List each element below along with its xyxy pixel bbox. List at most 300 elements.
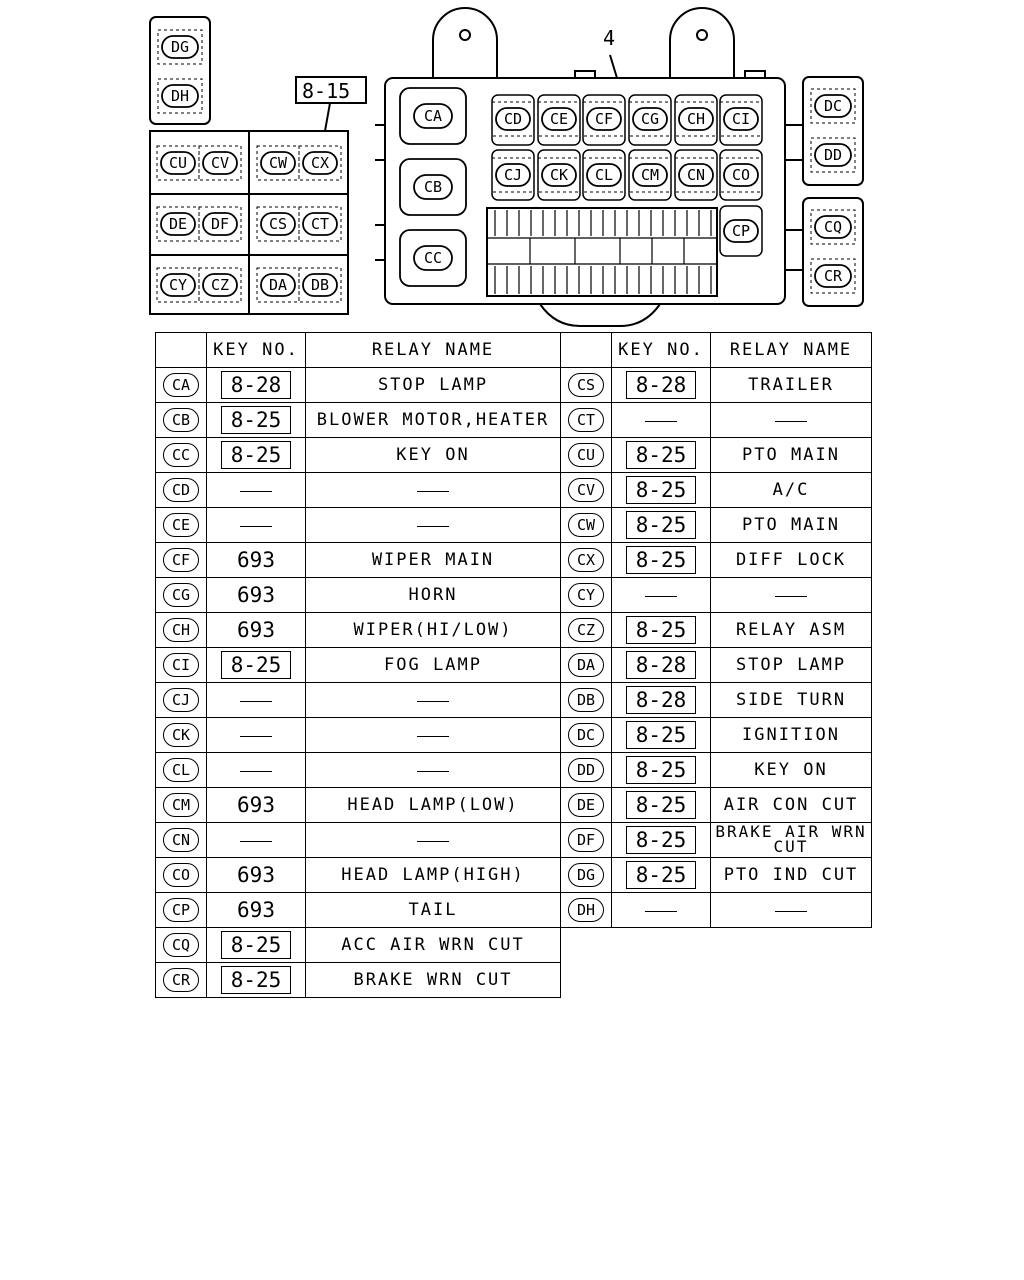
- relay-table: [155, 332, 872, 998]
- table-row: [156, 368, 872, 403]
- key-cell: [207, 718, 306, 753]
- relay-cf: [583, 102, 625, 136]
- relay-name: PTO MAIN: [742, 515, 840, 535]
- relay-code: DB: [568, 688, 604, 712]
- relay-name: IGNITION: [742, 725, 840, 745]
- key-cell: [612, 893, 711, 928]
- key-cell: [612, 683, 711, 718]
- relay-code: CU: [568, 443, 604, 467]
- relay-code-cell: [561, 893, 612, 928]
- header-blank-2: [561, 333, 612, 368]
- relay-code: DA: [568, 653, 604, 677]
- relay-name-cell: [711, 578, 872, 613]
- relay-label: CR: [823, 267, 843, 285]
- relay-code-cell: [561, 788, 612, 823]
- key-cell: [207, 368, 306, 403]
- relay-name-cell: [306, 858, 561, 893]
- relay-name: A/C: [772, 480, 810, 500]
- relay-cj: [492, 158, 534, 192]
- key-number: 8-25: [221, 966, 291, 994]
- relay-label: DD: [823, 146, 843, 164]
- relay-label: CG: [640, 110, 660, 128]
- key-cell: [612, 858, 711, 893]
- relay-code-cell: [561, 753, 612, 788]
- relay-dh: [158, 79, 202, 113]
- key-number: 8-25: [626, 756, 696, 784]
- key-cell: [207, 893, 306, 928]
- relay-dc: [811, 89, 855, 123]
- empty-dash: [417, 841, 449, 842]
- relay-cw: [257, 146, 299, 180]
- key-number: 8-28: [626, 686, 696, 714]
- key-cell: [612, 368, 711, 403]
- relay-cm: [629, 158, 671, 192]
- relay-label: CO: [731, 166, 751, 184]
- relay-code-cell: [561, 858, 612, 893]
- key-number: 8-28: [626, 371, 696, 399]
- key-cell: [207, 648, 306, 683]
- relay-label: CH: [686, 110, 706, 128]
- relay-label: CK: [549, 166, 569, 184]
- relay-code: CW: [568, 513, 604, 537]
- relay-name-cell: [306, 788, 561, 823]
- relay-name-cell: [306, 508, 561, 543]
- header-blank: [156, 333, 207, 368]
- relay-db: [299, 268, 341, 302]
- relay-label: CW: [268, 154, 288, 172]
- relay-ct: [299, 207, 341, 241]
- relay-label: CU: [168, 154, 188, 172]
- empty-dash: [417, 526, 449, 527]
- key-cell: [207, 753, 306, 788]
- key-cell: [612, 473, 711, 508]
- empty-dash: [240, 491, 272, 492]
- empty-dash: [417, 771, 449, 772]
- key-number: 8-25: [221, 406, 291, 434]
- empty-dash: [417, 736, 449, 737]
- relay-da: [257, 268, 299, 302]
- relay-code-cell: [561, 368, 612, 403]
- key-cell: [207, 403, 306, 438]
- relay-code: CD: [163, 478, 199, 502]
- relay-name: PTO IND CUT: [723, 865, 859, 885]
- relay-code-cell: [156, 543, 207, 578]
- relay-label: DA: [268, 276, 288, 294]
- relay-name-cell: [711, 858, 872, 893]
- relay-name-cell: [306, 718, 561, 753]
- relay-cn: [675, 158, 717, 192]
- relay-code-cell: [156, 578, 207, 613]
- table-row: [156, 683, 872, 718]
- callout-box-label: 8-15: [302, 79, 351, 103]
- key-number: 8-25: [626, 476, 696, 504]
- key-number: 8-25: [626, 546, 696, 574]
- table-row: [156, 543, 872, 578]
- relay-name-cell: [711, 403, 872, 438]
- empty-dash: [240, 771, 272, 772]
- key-number: 8-28: [626, 651, 696, 679]
- header-relay-name: RELAY NAME: [306, 333, 561, 368]
- table-row: [156, 403, 872, 438]
- relay-code: DD: [568, 758, 604, 782]
- table-header-row: [156, 333, 872, 368]
- relay-code: CP: [163, 898, 199, 922]
- empty-dash: [417, 701, 449, 702]
- relay-label: CI: [731, 110, 751, 128]
- key-cell: [207, 823, 306, 858]
- key-cell: [207, 473, 306, 508]
- relay-cx: [299, 146, 341, 180]
- relay-code-cell: [156, 928, 207, 963]
- relay-label: CY: [168, 276, 188, 294]
- relay-de: [157, 207, 199, 241]
- relay-code-cell: [156, 823, 207, 858]
- empty-dash: [417, 491, 449, 492]
- key-number: 8-25: [626, 721, 696, 749]
- relay-code: CI: [163, 653, 199, 677]
- relay-name: HEAD LAMP(LOW): [347, 795, 519, 815]
- relay-code: CE: [163, 513, 199, 537]
- relay-code-cell: [156, 473, 207, 508]
- relay-code-cell: [561, 543, 612, 578]
- relay-label: CF: [594, 110, 614, 128]
- relay-dd: [811, 138, 855, 172]
- relay-name-cell: [306, 613, 561, 648]
- key-cell: [207, 928, 306, 963]
- relay-cg: [629, 102, 671, 136]
- relay-code-cell: [156, 613, 207, 648]
- key-cell: [207, 858, 306, 893]
- table-row: [156, 753, 872, 788]
- key-number: 8-25: [626, 616, 696, 644]
- empty-dash: [775, 421, 807, 422]
- relay-code: CX: [568, 548, 604, 572]
- relay-name-cell: [306, 473, 561, 508]
- relay-name: PTO MAIN: [742, 445, 840, 465]
- key-cell: [207, 508, 306, 543]
- relay-code-cell: [561, 718, 612, 753]
- relay-name-cell: [711, 893, 872, 928]
- empty-cell: [561, 928, 872, 963]
- relay-code-cell: [156, 683, 207, 718]
- relay-code-cell: [561, 613, 612, 648]
- relay-label: DH: [170, 87, 190, 105]
- header-relay-name-2: RELAY NAME: [711, 333, 872, 368]
- key-number: 693: [237, 863, 275, 887]
- relay-code: CL: [163, 758, 199, 782]
- relay-code: DG: [568, 863, 604, 887]
- relay-code: CO: [163, 863, 199, 887]
- relay-ck: [538, 158, 580, 192]
- relay-code: DE: [568, 793, 604, 817]
- table-row: [156, 928, 872, 963]
- relay-name: BRAKE AIR WRN CUT: [715, 822, 867, 856]
- relay-name: HEAD LAMP(HIGH): [341, 865, 525, 885]
- relay-cu: [157, 146, 199, 180]
- relay-name: TAIL: [408, 900, 458, 920]
- relay-ci: [720, 102, 762, 136]
- relay-name-cell: [306, 368, 561, 403]
- relay-label: DC: [823, 97, 843, 115]
- relay-label: DB: [310, 276, 330, 294]
- table-row: [156, 648, 872, 683]
- key-cell: [612, 578, 711, 613]
- key-number: 693: [237, 793, 275, 817]
- relay-code: CR: [163, 968, 199, 992]
- relay-code-cell: [561, 403, 612, 438]
- relay-cq: [811, 210, 855, 244]
- relay-code-cell: [156, 753, 207, 788]
- relay-name-cell: [306, 648, 561, 683]
- key-cell: [612, 438, 711, 473]
- right-top-relay-box: [803, 77, 863, 185]
- key-number: 8-25: [626, 791, 696, 819]
- relay-name: HORN: [408, 585, 458, 605]
- empty-cell: [561, 963, 872, 998]
- relay-name: DIFF LOCK: [735, 550, 847, 570]
- key-cell: [207, 578, 306, 613]
- empty-dash: [240, 841, 272, 842]
- relay-name: WIPER MAIN: [371, 550, 495, 570]
- relay-name: WIPER(HI/LOW): [353, 620, 513, 640]
- key-cell: [207, 963, 306, 998]
- relay-name-cell: [306, 578, 561, 613]
- relay-name-cell: [306, 403, 561, 438]
- relay-code-cell: [561, 578, 612, 613]
- key-number: 8-25: [221, 931, 291, 959]
- relay-code-cell: [156, 858, 207, 893]
- relay-label: CV: [210, 154, 230, 172]
- relay-code-cell: [561, 508, 612, 543]
- relay-code: CM: [163, 793, 199, 817]
- relay-code-cell: [561, 438, 612, 473]
- relay-code-cell: [156, 403, 207, 438]
- relay-ca: [400, 88, 466, 144]
- relay-name: ACC AIR WRN CUT: [341, 935, 525, 955]
- relay-name: STOP LAMP: [377, 375, 489, 395]
- relay-cd: [492, 102, 534, 136]
- relay-name: AIR CON CUT: [723, 795, 859, 815]
- relay-label: CD: [503, 110, 523, 128]
- empty-dash: [645, 596, 677, 597]
- relay-name: STOP LAMP: [735, 655, 847, 675]
- empty-dash: [240, 526, 272, 527]
- fuse-block: [487, 208, 717, 296]
- relay-label: CP: [731, 222, 751, 240]
- key-number: 8-28: [221, 371, 291, 399]
- relay-name-cell: [711, 508, 872, 543]
- table-row: [156, 893, 872, 928]
- relay-cz: [199, 268, 241, 302]
- empty-dash: [240, 701, 272, 702]
- relay-box-diagram: [0, 0, 1024, 330]
- relay-cy: [157, 268, 199, 302]
- relay-code-cell: [156, 788, 207, 823]
- relay-code: CK: [163, 723, 199, 747]
- key-cell: [207, 683, 306, 718]
- relay-code-cell: [156, 508, 207, 543]
- relay-name-cell: [711, 823, 872, 858]
- relay-code: CZ: [568, 618, 604, 642]
- key-number: 8-25: [626, 861, 696, 889]
- relay-label: CT: [310, 215, 330, 233]
- callout-number: 4: [603, 26, 616, 50]
- relay-cv: [199, 146, 241, 180]
- relay-name-cell: [306, 543, 561, 578]
- key-cell: [207, 438, 306, 473]
- table-row: [156, 613, 872, 648]
- table-row: [156, 963, 872, 998]
- relay-cb: [400, 159, 466, 215]
- key-number: 8-25: [626, 441, 696, 469]
- relay-name-cell: [711, 438, 872, 473]
- empty-dash: [645, 911, 677, 912]
- key-cell: [207, 613, 306, 648]
- relay-co: [720, 158, 762, 192]
- relay-code-cell: [156, 718, 207, 753]
- relay-name-cell: [306, 928, 561, 963]
- relay-label: CQ: [823, 218, 843, 236]
- relay-code: CB: [163, 408, 199, 432]
- key-number: 8-25: [221, 441, 291, 469]
- empty-dash: [775, 596, 807, 597]
- relay-code: CV: [568, 478, 604, 502]
- relay-label: CE: [549, 110, 569, 128]
- relay-code: CQ: [163, 933, 199, 957]
- relay-code: CF: [163, 548, 199, 572]
- relay-name-cell: [306, 963, 561, 998]
- relay-name: KEY ON: [754, 760, 828, 780]
- key-cell: [612, 613, 711, 648]
- relay-name: FOG LAMP: [384, 655, 482, 675]
- table-row: [156, 718, 872, 753]
- relay-code: CA: [163, 373, 199, 397]
- relay-label: CC: [423, 249, 443, 267]
- key-number: 8-25: [626, 826, 696, 854]
- relay-df: [199, 207, 241, 241]
- relay-label: CN: [686, 166, 706, 184]
- relay-cc: [400, 230, 466, 286]
- relay-label: CS: [268, 215, 288, 233]
- relay-label: DG: [170, 38, 190, 56]
- relay-label: CX: [310, 154, 330, 172]
- relay-code: CJ: [163, 688, 199, 712]
- right-bottom-relay-box: [803, 198, 863, 306]
- main-relay-box: [385, 78, 785, 304]
- relay-label: DF: [210, 215, 230, 233]
- relay-code: CN: [163, 828, 199, 852]
- table-row: [156, 788, 872, 823]
- relay-code-cell: [561, 823, 612, 858]
- relay-code: CT: [568, 408, 604, 432]
- relay-code: DC: [568, 723, 604, 747]
- key-cell: [612, 508, 711, 543]
- key-cell: [612, 753, 711, 788]
- relay-name: RELAY ASM: [735, 620, 847, 640]
- table-row: [156, 473, 872, 508]
- relay-label: CJ: [503, 166, 523, 184]
- table-row: [156, 508, 872, 543]
- relay-code: CC: [163, 443, 199, 467]
- relay-name: KEY ON: [396, 445, 470, 465]
- relay-name: BRAKE WRN CUT: [353, 970, 513, 990]
- key-number: 693: [237, 618, 275, 642]
- relay-code-cell: [561, 683, 612, 718]
- relay-code: CS: [568, 373, 604, 397]
- relay-cp: [724, 220, 758, 242]
- relay-label: CB: [423, 178, 443, 196]
- key-number: 8-25: [626, 511, 696, 539]
- relay-name-cell: [711, 718, 872, 753]
- key-number: 8-25: [221, 651, 291, 679]
- relay-ch: [675, 102, 717, 136]
- relay-name: BLOWER MOTOR,HEATER: [316, 410, 550, 430]
- relay-cs: [257, 207, 299, 241]
- relay-code-cell: [156, 648, 207, 683]
- header-key-no-2: KEY NO.: [612, 333, 711, 368]
- key-cell: [207, 543, 306, 578]
- table-row: [156, 858, 872, 893]
- key-number: 693: [237, 548, 275, 572]
- relay-name-cell: [711, 543, 872, 578]
- relay-code: CG: [163, 583, 199, 607]
- relay-name-cell: [711, 368, 872, 403]
- relay-name-cell: [306, 683, 561, 718]
- relay-name-cell: [306, 893, 561, 928]
- relay-dg: [158, 30, 202, 64]
- relay-name-cell: [711, 683, 872, 718]
- relay-name-cell: [711, 613, 872, 648]
- empty-dash: [240, 736, 272, 737]
- relay-code-cell: [561, 648, 612, 683]
- relay-name-cell: [306, 438, 561, 473]
- relay-code: DH: [568, 898, 604, 922]
- relay-name-cell: [306, 823, 561, 858]
- relay-code-cell: [156, 438, 207, 473]
- key-cell: [612, 823, 711, 858]
- relay-code-cell: [156, 368, 207, 403]
- key-cell: [612, 648, 711, 683]
- empty-dash: [645, 421, 677, 422]
- relay-name: TRAILER: [748, 375, 834, 395]
- key-number: 693: [237, 898, 275, 922]
- key-cell: [207, 788, 306, 823]
- relay-name-cell: [711, 648, 872, 683]
- relay-name-cell: [306, 753, 561, 788]
- key-cell: [612, 718, 711, 753]
- relay-name-cell: [711, 753, 872, 788]
- header-key-no: KEY NO.: [207, 333, 306, 368]
- table-row: [156, 823, 872, 858]
- key-cell: [612, 788, 711, 823]
- top-left-relay-box: [150, 17, 210, 124]
- relay-cl: [583, 158, 625, 192]
- relay-code: DF: [568, 828, 604, 852]
- relay-label: CZ: [210, 276, 230, 294]
- table-row: [156, 578, 872, 613]
- relay-code: CY: [568, 583, 604, 607]
- relay-code-cell: [561, 473, 612, 508]
- empty-dash: [775, 911, 807, 912]
- key-number: 693: [237, 583, 275, 607]
- relay-name: SIDE TURN: [735, 690, 847, 710]
- relay-code-cell: [156, 963, 207, 998]
- relay-code: CH: [163, 618, 199, 642]
- relay-label: CA: [423, 107, 443, 125]
- relay-label: CL: [594, 166, 614, 184]
- key-cell: [612, 543, 711, 578]
- table-row: [156, 438, 872, 473]
